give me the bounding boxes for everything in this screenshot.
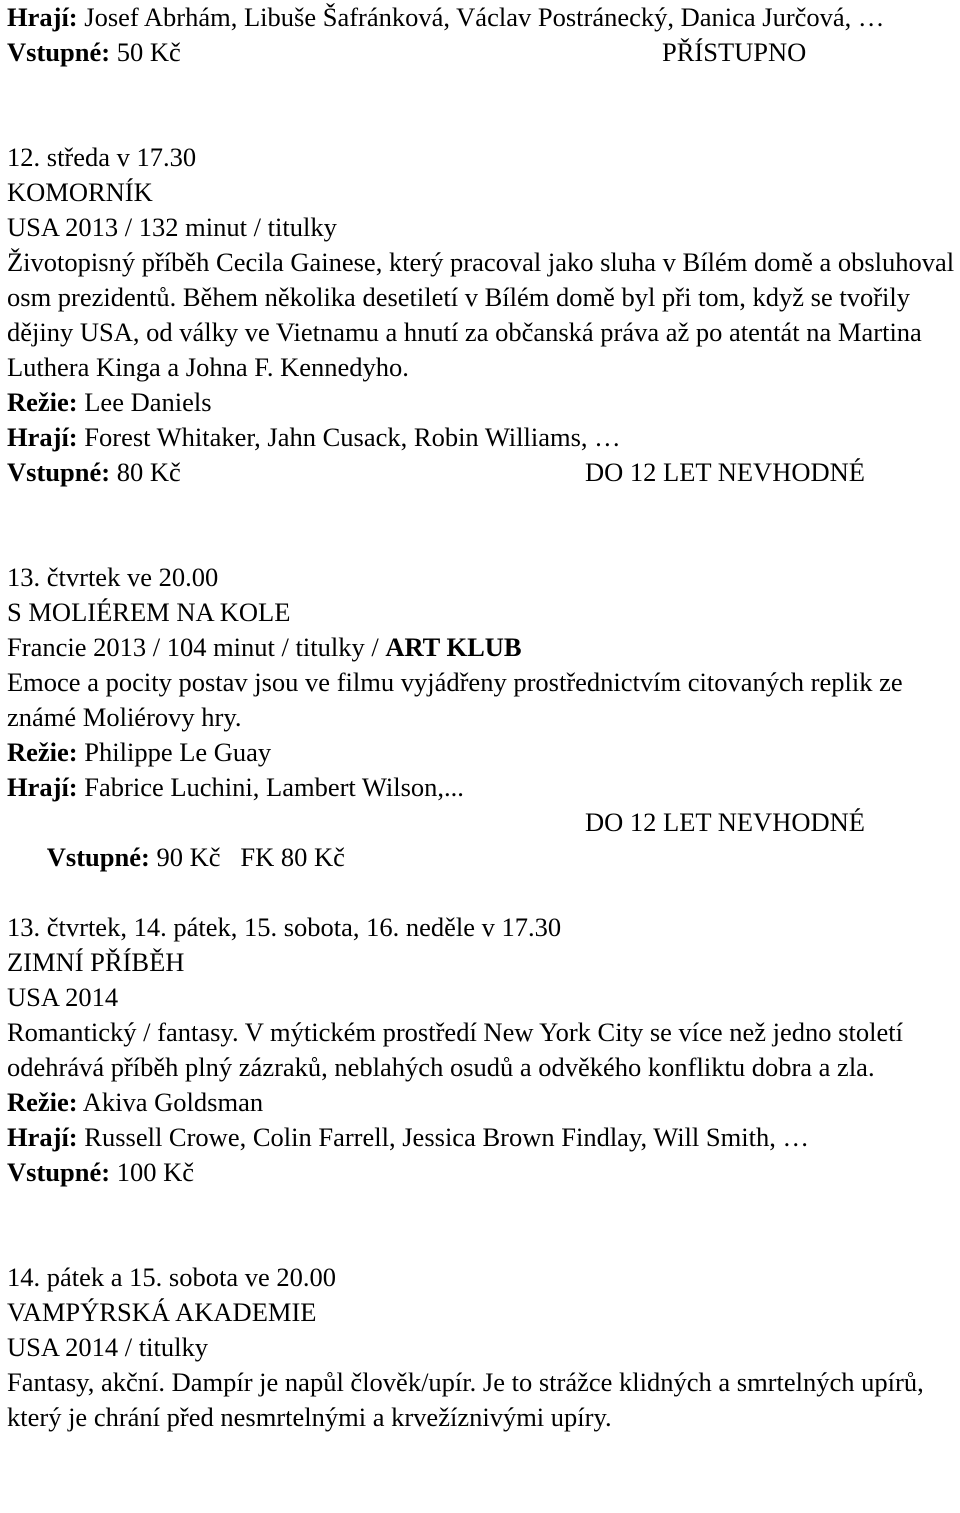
film-price-line — [7, 455, 954, 490]
film-info: USA 2013 / 132 minut / titulky — [7, 212, 337, 242]
age-rating: DO 12 LET NEVHODNÉ — [585, 807, 865, 837]
price-label: Vstupné: — [46, 842, 150, 872]
price-label: Vstupné: — [7, 1157, 111, 1187]
film-description: Životopisný příběh Cecila Gainese, který pracoval jako sluha v Bílém domě a obsluhoval osm prezidentů. Během několika desetiletí v Bílém domě byl při tom, když se tvořily dějiny USA, od války ve Vietnamu a hnutí za občanská práva až po atentát na Martina Luthera Kinga a Johna F. Kennedyho. — [7, 247, 955, 382]
price-label: Vstupné: — [7, 457, 111, 487]
film-director-line — [7, 385, 954, 420]
film-director-line — [7, 735, 954, 770]
cast-label: Hrají: — [7, 1122, 78, 1152]
director-label: Režie: — [7, 737, 78, 767]
top-price-line — [7, 35, 954, 70]
film-date: 13. čtvrtek ve 20.00 — [7, 562, 219, 592]
film-date: 12. středa v 17.30 — [7, 142, 197, 172]
price-value: 80 Kč — [110, 457, 181, 487]
film-date: 14. pátek a 15. sobota ve 20.00 — [7, 1262, 336, 1292]
cast-label: Hrají: — [7, 772, 78, 802]
film-price-line — [7, 805, 954, 872]
film-title: KOMORNÍK — [7, 177, 153, 207]
film-date: 13. čtvrtek, 14. pátek, 15. sobota, 16. neděle v 17.30 — [7, 912, 562, 942]
art-klub-label: ART KLUB — [385, 632, 522, 662]
film-director-line — [7, 1085, 954, 1120]
film-info: Francie 2013 / 104 minut / titulky / ART KLUB — [7, 632, 522, 662]
cast-names: Forest Whitaker, Jahn Cusack, Robin Williams, … — [77, 422, 621, 452]
spacer — [7, 490, 954, 560]
director-label: Režie: — [7, 387, 78, 417]
film-info: USA 2014 / titulky — [7, 1332, 208, 1362]
age-rating: DO 12 LET NEVHODNÉ — [585, 457, 865, 487]
director-label: Režie: — [7, 1087, 78, 1117]
film-entry-vampyrska-akademie — [7, 1260, 954, 1435]
film-entry-s-molierem-na-kole — [7, 560, 954, 872]
film-description: Emoce a pocity postav jsou ve filmu vyjádřeny prostřednictvím citovaných replik ze známé Moliérovy hry. — [7, 667, 903, 732]
top-cast-line — [7, 0, 887, 35]
cast-names: Russell Crowe, Colin Farrell, Jessica Brown Findlay, Will Smith, … — [77, 1122, 809, 1152]
film-description: Romantický / fantasy. V mýtickém prostředí New York City se více než jedno století odehrává příběh plný zázraků, neblahých osudů a odvěkého konfliktu dobra a zla. — [7, 1017, 903, 1082]
film-title: ZIMNÍ PŘÍBĚH — [7, 947, 185, 977]
film-cast-line — [7, 1120, 954, 1155]
film-title: S MOLIÉREM NA KOLE — [7, 597, 291, 627]
film-entry-zimni-pribeh — [7, 910, 954, 1190]
director-name: Lee Daniels — [77, 387, 212, 417]
cast-names: Fabrice Luchini, Lambert Wilson,... — [77, 772, 464, 802]
film-title: VAMPÝRSKÁ AKADEMIE — [7, 1297, 317, 1327]
cast-label: Hrají: — [7, 422, 78, 452]
spacer — [7, 1190, 954, 1260]
price-value: 90 Kč FK 80 Kč — [149, 842, 345, 872]
cast-text: Josef Abrhám, Libuše Šafránková, Václav Postránecký, Danica Jurčová, … — [77, 2, 885, 32]
price-text: 50 Kč — [110, 37, 181, 67]
film-info: USA 2014 — [7, 982, 119, 1012]
film-price-line — [7, 1155, 954, 1190]
director-name: Philippe Le Guay — [77, 737, 272, 767]
cast-label: Hrají: — [7, 2, 78, 32]
price-label: Vstupné: — [7, 37, 111, 67]
director-name: Akiva Goldsman — [77, 1087, 264, 1117]
age-rating: PŘÍSTUPNO — [662, 37, 807, 67]
spacer — [7, 70, 954, 140]
film-entry-komornik — [7, 140, 954, 490]
film-description: Fantasy, akční. Dampír je napůl člověk/upír. Je to strážce klidných a smrtelných upírů, který je chrání před nesmrtelnými a krvežíznivými upíry. — [7, 1367, 924, 1432]
price-value: 100 Kč — [110, 1157, 194, 1187]
film-cast-line — [7, 770, 954, 805]
film-cast-line — [7, 420, 954, 455]
